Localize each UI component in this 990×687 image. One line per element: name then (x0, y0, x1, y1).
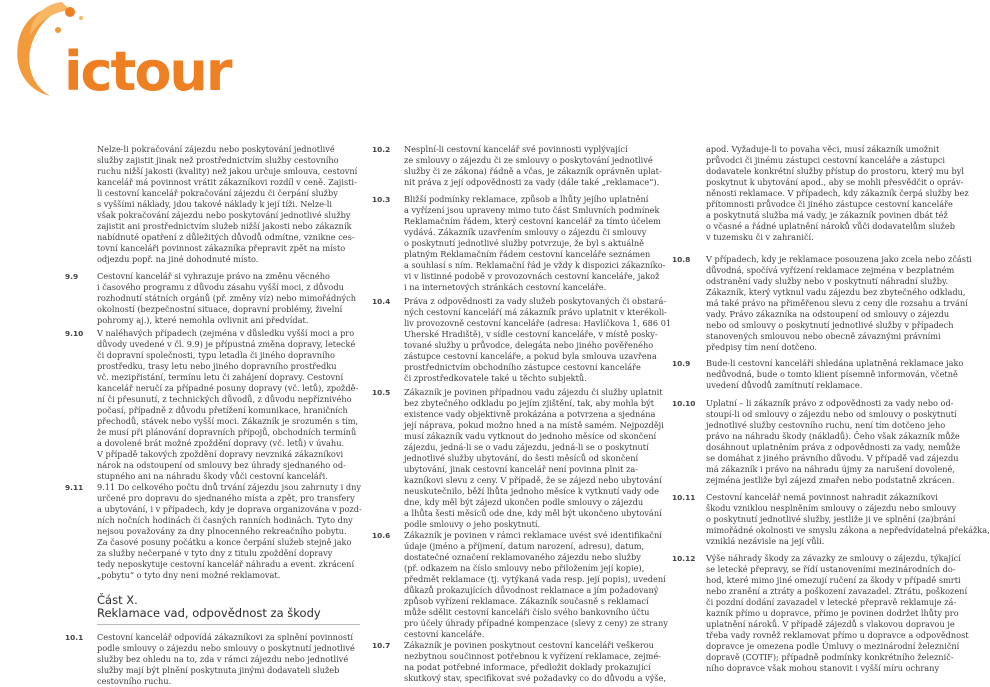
section-10-9: 10.9 Bude-li cestovní kanceláří shledána uplatněná reklamace jako nedůvodná, bude o tomto klient písemně informován, včetně uvedení důvodů zamítnutí reklamace. (672, 358, 964, 390)
section-number: 10.3 (372, 195, 391, 204)
paragraph-continued: apod. Vyžaduje-li to povaha věci, musí zákazník umožnit průvodci či jinému zástupci cestovní kanceláře a zástupci dodavatele konkrétní služby přístup do prostoru, který mu byl poskytnut k ubytování apod., aby se mohli přesvědčit o opráv- něnosti reklamace. V případech, kdy zákazník čerpá služby bez přítomnosti průvodce či jiného zástupce cestovní kanceláře a poskytnutá služba má vady, je zákazník povinen dbát též o včasné a řádné uplatnění nároků vůči dodavatelům služeb v tuzemsku či v zahraničí. (706, 144, 969, 242)
section-10-8: 10.8 V případech, kdy je reklamace posouzena jako zcela nebo zčásti důvodná, spočívá vyřízení reklamace zejména v bezplatném odstranění vady služby nebo v poskytnutí náhradní služby. Zákazník, který vytknul vadu zájezdu bez zbytečného odkladu, má také právo na přiměřenou slevu z ceny dle rozsahu a trvání vady. Právo zákazníka na odstoupení od smlouvy o zájezdu nebo od smlouvy o poskytnutí jednotlivé služby v případech stanovených smlouvou nebo obecně závaznými právními předpisy tím není dotčeno. (672, 254, 972, 352)
section-10-5: 10.5 Zákazník je povinen případnou vadu zájezdu či služby uplatnit bez zbytečného odkladu po jejím zjištění, tak, aby mohla být existence vady objektivně prokázána a potvrzena a sjednána její náprava, pokud možno hned a na místě samém. Nejpozději musí zákazník vadu vytknout do jednoho měsíce od skončení zájezdu, jedná-li se o vadu zájezdu, jedná-li se o poskytnutí jednotlivé služby ubytování, do šesti měsíců od skončení ubytování, jinak cestovní kancelář není povinna plnit za- kazníkovi slevu z ceny. V případě, že se zájezd nebo ubytování neuskutečnilo, běží lhůta jednoho měsíce k vytknutí vady ode dne, kdy měl být zájezd ukončen podle smlouvy o zájezdu a lhůta šesti měsíců ode dne, kdy měl být ukončeno ubytování podle smlouvy o jeho poskytnutí. (372, 387, 664, 529)
section-10-12: 10.12 Výše náhrady škody za závazky ze smlouvy o zájezdu, týkající se letecké přepravy, se řídí ustanoveními mezinárodních do- hod, které mimo jiné omezují ručení za škody v případě smrti nebo zranění a ztráty a poškození zavazadel. Ztrátu, poškození či pozdní dodání zavazadel v letecké přepravě reklamuje zá- kazník přímo u dopravce, přímo je povinen dodržet lhůty pro uplatnění nároků. V případě zájezdů s vlakovou dopravou je třeba vady rovněž reklamovat přímo u dopravce a odpovědnost dopravce je omezena podle Úmluvy o mezinárodní železniční dopravě (COTIF); případně podmínky konkrétního železnič- ního dopravce však mohou stanovit i vyšší míru ochrany (672, 553, 969, 673)
section-number: 10.7 (372, 641, 391, 650)
chapter-title: Reklamace vad, odpovědnost za škody (97, 606, 321, 620)
section-10-3: 10.3 Bližší podmínky reklamace, způsob a lhůty jejího uplatnění a vyřízení jsou upraveny mimo tuto část Smluvních podmínek Reklamačním řádem, který cestovní kancelář za tímto účelem vydává. Zákazník uzavřením smlouvy o zájezdu či smlouvy o poskytnutí jednotlivé služby potvrzuje, že byl s aktuálně platným Reklamačním řádem cestovní kanceláře seznámen a souhlasí s ním. Reklamační řád je vždy k dispozici zákazníko- vi v listinné podobě v provozovnách cestovní kanceláře, jakož i na internetových stránkách cestovní kanceláře. (372, 194, 666, 292)
section-10-4: 10.4 Práva z odpovědnosti za vady služeb poskytovaných či obstará- ných cestovní kanceláří má zákazník právo uplatnit v kterékoli- liv provozovně cestovní kanceláře (adresa: Havlíčkova 1, 686 01 Uherské Hradiště), v sídle cestovní kanceláře, v místě posky- tované služby u průvodce, delegáta nebo jiného pověřeného zástupce cestovní kanceláře, a pokud byla smlouva uzavřena prostřednictvím obchodního zástupce cestovní kanceláře či zprostředkovatele také u těchto subjektů. (372, 296, 672, 383)
section-number: 10.9 (672, 359, 691, 368)
section-number: 10.2 (372, 145, 391, 154)
section-10-6: 10.6 Zákazník je povinen v rámci reklamace uvést své identifikační údaje (jméno a příjmení, datum narození, adresu), datum, dostatečné označení reklamovaného zájezdu nebo služby (př. odkazem na číslo smlouvy nebo přiložením její kopie), předmět reklamace (tj. vytýkaná vada resp. její popis), uvedení důkazů prokazujících důvodnost reklamace a jím požadovaný způsob vyřízení reklamace. Zákazník současně s reklamací může sdělit cestovní kanceláři číslo svého bankovního účtu pro účely úhrady případné kompenzace (slevy z ceny) ze strany cestovní kanceláře. (372, 530, 668, 639)
section-10-1: 10.1 Cestovní kancelář odpovídá zákazníkovi za splnění povinností podle smlouvy o zájezdu nebo smlouvy o poskytnutí jednotlivé služby bez ohledu na to, zda v rámci zájezdu nebo jednotlivé služby mají být plnění poskytnuta jinými dodavateli služeb cestovního ruchu. (65, 632, 355, 686)
section-number: 9.11 (65, 483, 84, 492)
chapter-heading (97, 594, 360, 625)
section-10-11: 10.11 Cestovní kancelář nemá povinnost nahradit zákazníkovi škodu vzniklou nesplněním smlouvy o zájezdu nebo smlouvy o poskytnutí jednotlivé služby, jestliže ji ve splnění (za)brání mimořádné okolnosti ve smyslu zákona a nepředvídatelná překážka, vzniklá nezávisle na její vůli. (672, 492, 990, 546)
section-10-7: 10.7 Zákazník je povinen poskytnout cestovní kanceláři veškerou nezbytnou součinnost potřebnou k vyřízení reklamace, zejmé- na podat potřebné informace, předložit doklady prokazující skutkový stav, specifikovat své požadavky co do důvodu a výše, (372, 640, 666, 683)
section-number: 10.12 (672, 554, 696, 563)
section-9-11: 9.11 9.11 Do celkového počtu dnů trvání zájezdu jsou zahrnuty i dny určené pro dopravu do sjednaného místa a zpět, pro transfery a ubytování, i v případech, kdy je doprava organizována v pozd- ních nočních hodinách či časných ranních hodinách. Tyto dny nejsou považovány za dny plnocenného rekreačního pobytu. Za časové posuny počátku a konce čerpání služeb stejně jako za služby nečerpané v tyto dny z titulu zpoždění dopravy tedy neposkytuje cestovní kancelář náhradu a event. zkrácení „pobytu“ o tyto dny není možné reklamovat. (65, 482, 362, 580)
section-9-10: 9.10 V naléhavých případech (zejména v důsledku vyšší moci a pro důvody uvedené v čl. 9.9) je přípustná změna dopravy, letecké či dopravní společnosti, typu letadla či jiného dopravního prostředku, trasy letu nebo jiného dopravního prostředku vč. mezipřistání, termínu letu či zahájení dopravy. Cestovní kancelář neručí za případné posuny dopravy (vč. letů), zpoždě- ní či přesunutí, z technických důvodů, z důvodu nepříznivého počasí, případně z důvodu přetížení komunikace, hraničních přechodů, stávek nebo vyšší moci. Zákazník je srozuměn s tím, že musí při plánování dopravních přípojů, obchodních termínů a dovolené brát možné zpoždění dopravy (vč. letů) v úvahu. V případě takových zpoždění dopravy nevzniká zákazníkovi nárok na odstoupení od smlouvy bez úhrady sjednaného od- stupného ani na náhradu škody vůči cestovní kanceláři. (65, 328, 359, 481)
section-number: 10.1 (65, 633, 84, 642)
section-number: 9.10 (65, 329, 84, 338)
section-number: 10.4 (372, 297, 391, 306)
paragraph-continued: Nelze-li pokračování zájezdu nebo poskytování jednotlivé služby zajistit jinak než prostřednictvím služby cestovního ruchu nižší jakosti (kvality) než jakou určuje smlouva, cestovní kancelář má povinnost vrátit zákazníkovi rozdíl v ceně. Zajisti- li cestovní kancelář pokračování zájezdu či čerpání služby s vyššími náklady, jdou takové náklady k její tíži. Nelze-li však pokračování zájezdu nebo poskytování jednotlivé služby zajistit ani prostřednictvím služeb nižší jakosti nebo zákazník nabídnuté opatření z důležitých důvodů odmítne, vznikne ces- tovní kanceláři povinnost zákazníka přepravit zpět na místo odjezdu popř. na jiné dohodnuté místo. (97, 144, 358, 264)
section-10-10: 10.10 Uplatní – li zákazník právo z odpovědnosti za vady nebo od- stoupí-li od smlouvy o zájezdu nebo od smlouvy o poskytnutí jednotlivé služby cestovního ruchu, není tím dotčeno jeho právo na náhradu škody (nákladů). Čeho však zákazník může dosáhnout uplatněním práva z odpovědnosti za vady, nemůže se domáhat z jiného právního důvodu. V případě vad zájezdu má zákazník i právo na náhradu újmy za narušení dovolené, zejména jestliže byl zájezd zmařen nebo podstatně zkrácen. (672, 398, 961, 485)
section-number: 9.9 (65, 272, 79, 281)
section-number: 10.5 (372, 388, 391, 397)
section-number: 10.10 (672, 399, 696, 408)
section-10-2: 10.2 Nesplní-li cestovní kancelář své povinnosti vyplývající ze smlouvy o zájezdu či ze smlouvy o poskytování jednotlivé služby či ze zákona) řádně a včas, je zákazník oprávněn uplat- nit práva z její odpovědnosti za vady (dále také „reklamace“). (372, 144, 662, 187)
chapter-number: Část X. (97, 593, 138, 607)
section-number: 10.8 (672, 255, 691, 264)
company-logo (0, 0, 260, 110)
logo-wordmark: ictour (64, 40, 231, 103)
section-9-9: 9.9 Cestovní kancelář si vyhrazuje právo na změnu věcného i časového programu z důvodu zásahu vyšší moci, z důvodu rozhodnutí státních orgánů (př. změny víz) nebo mimořádných okolností (bezpečnostní situace, dopravní problémy, živelní pohromy aj.), které nemohla ovlivnit ani předvídat. (65, 271, 356, 325)
section-number: 10.6 (372, 531, 391, 540)
section-number: 10.11 (672, 493, 696, 502)
